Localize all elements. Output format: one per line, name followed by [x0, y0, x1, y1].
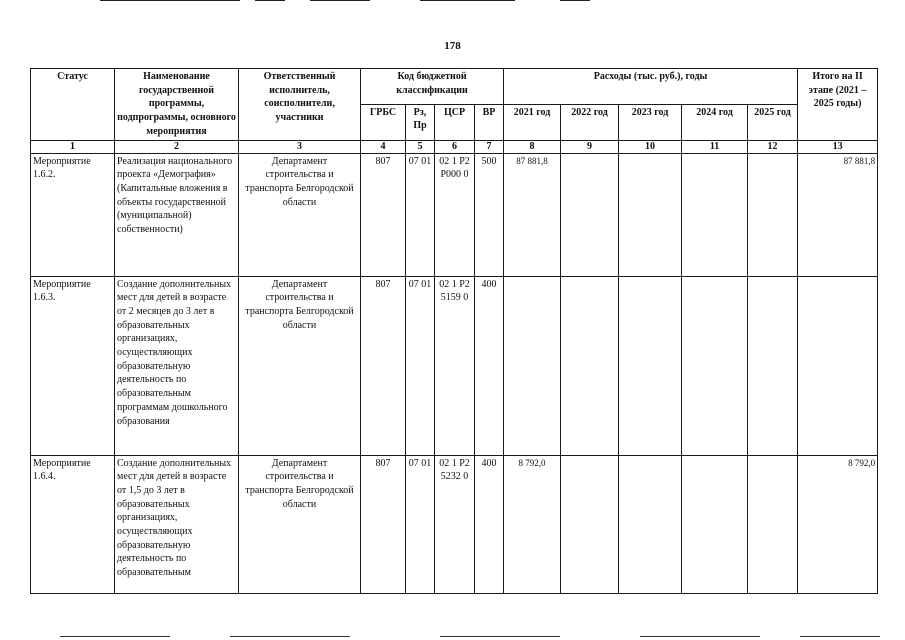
name-cell: Создание дополнительных мест для детей в возрасте от 2 месяцев до 3 лет в образовательных организациях, осуществляющих образовательную деятельность по образовательным программам дошкольного образования — [115, 276, 239, 455]
column-number: 6 — [435, 140, 475, 153]
column-number: 12 — [748, 140, 798, 153]
header-name: Наименование государственной программы, подпрограммы, основного мероприятия — [115, 69, 239, 141]
column-number: 10 — [619, 140, 682, 153]
header-csr: ЦСР — [435, 104, 475, 140]
header-total: Итого на II этапе (2021 – 2025 годы) — [798, 69, 878, 141]
csr-cell: 02 1 Р2 Р000 0 — [435, 153, 475, 276]
table-row — [31, 153, 878, 276]
name-cell: Создание дополнительных мест для детей в возрасте от 1,5 до 3 лет в образовательных организациях, осуществляющих образовательную деятельность по образовательным — [115, 455, 239, 593]
column-number: 13 — [798, 140, 878, 153]
csr-cell: 02 1 Р2 5232 0 — [435, 455, 475, 593]
header-grbs: ГРБС — [361, 104, 406, 140]
column-number: 7 — [475, 140, 504, 153]
header-2025: 2025 год — [748, 104, 798, 140]
expense-2023-cell — [619, 153, 682, 276]
column-number-row — [31, 140, 878, 153]
expense-2025-cell — [748, 455, 798, 593]
expense-2021-cell — [504, 276, 561, 455]
grbs-cell: 807 — [361, 455, 406, 593]
expense-2021-cell: 8 792,0 — [504, 455, 561, 593]
header-vr: ВР — [475, 104, 504, 140]
status-cell: Мероприятие 1.6.2. — [31, 153, 115, 276]
vr-cell: 500 — [475, 153, 504, 276]
budget-table — [30, 68, 878, 594]
responsible-cell: Департамент строительства и транспорта Белгородской области — [239, 153, 361, 276]
expense-2023-cell — [619, 276, 682, 455]
header-2024: 2024 год — [682, 104, 748, 140]
bottom-scan-edge — [0, 636, 905, 638]
table-row — [31, 455, 878, 593]
page-number: 178 — [444, 40, 461, 52]
expense-2022-cell — [561, 153, 619, 276]
column-number: 1 — [31, 140, 115, 153]
expense-2022-cell — [561, 276, 619, 455]
expense-2021-cell: 87 881,8 — [504, 153, 561, 276]
header-2022: 2022 год — [561, 104, 619, 140]
expense-2024-cell — [682, 276, 748, 455]
rz-cell: 07 01 — [406, 455, 435, 593]
grbs-cell: 807 — [361, 153, 406, 276]
name-cell: Реализация национального проекта «Демография» (Капитальные вложения в объекты государственной (муниципальной) собственности) — [115, 153, 239, 276]
column-number: 9 — [561, 140, 619, 153]
header-rz: Рз, Пр — [406, 104, 435, 140]
status-cell: Мероприятие 1.6.3. — [31, 276, 115, 455]
expense-2022-cell — [561, 455, 619, 593]
column-number: 3 — [239, 140, 361, 153]
total-cell: 8 792,0 — [798, 455, 878, 593]
expense-2024-cell — [682, 455, 748, 593]
table-row — [31, 276, 878, 455]
total-cell — [798, 276, 878, 455]
column-number: 11 — [682, 140, 748, 153]
expense-2023-cell — [619, 455, 682, 593]
vr-cell: 400 — [475, 276, 504, 455]
column-number: 8 — [504, 140, 561, 153]
rz-cell: 07 01 — [406, 276, 435, 455]
total-cell: 87 881,8 — [798, 153, 878, 276]
grbs-cell: 807 — [361, 276, 406, 455]
header-2021: 2021 год — [504, 104, 561, 140]
csr-cell: 02 1 Р2 5159 0 — [435, 276, 475, 455]
rz-cell: 07 01 — [406, 153, 435, 276]
responsible-cell: Департамент строительства и транспорта Белгородской области — [239, 455, 361, 593]
header-2023: 2023 год — [619, 104, 682, 140]
header-expenses: Расходы (тыс. руб.), годы — [504, 69, 798, 105]
vr-cell: 400 — [475, 455, 504, 593]
expense-2024-cell — [682, 153, 748, 276]
column-number: 2 — [115, 140, 239, 153]
status-cell: Мероприятие 1.6.4. — [31, 455, 115, 593]
header-status: Статус — [31, 69, 115, 141]
header-budget-code: Код бюджетной классификации — [361, 69, 504, 105]
top-scan-edge — [0, 0, 905, 2]
header-row — [31, 69, 878, 105]
column-number: 5 — [406, 140, 435, 153]
column-number: 4 — [361, 140, 406, 153]
responsible-cell: Департамент строительства и транспорта Белгородской области — [239, 276, 361, 455]
expense-2025-cell — [748, 153, 798, 276]
header-responsible: Ответственный исполнитель, соисполнители, участники — [239, 69, 361, 141]
expense-2025-cell — [748, 276, 798, 455]
